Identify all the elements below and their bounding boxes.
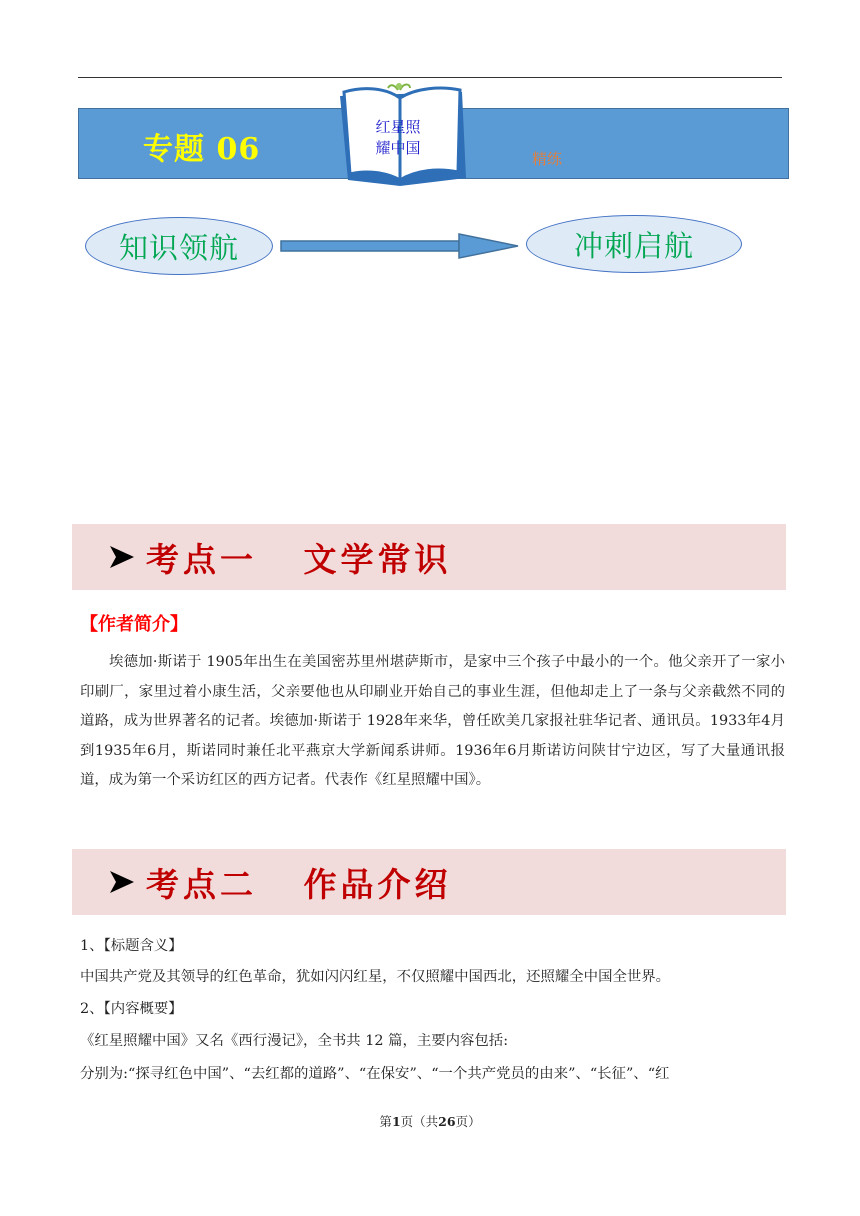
section-heading-1 [72, 524, 786, 590]
page-footer [0, 1112, 860, 1130]
author-intro-heading: 【作者简介】 [80, 614, 188, 635]
knowledge-oval [85, 217, 273, 275]
arrowhead-bullet-icon [108, 868, 136, 896]
content-summary-line-1: 《红星照耀中国》又名《西行漫记》，全书共 12 篇，主要内容包括: [80, 1033, 509, 1049]
footer-prefix: 第 [379, 1114, 392, 1129]
knowledge-label: 知识领航 [118, 230, 239, 265]
footer-page-number: 1 [391, 1114, 401, 1129]
right-arrow-icon [280, 232, 520, 260]
footer-suffix: 页） [455, 1114, 481, 1129]
title-meaning-heading: 1、【标题含义】 [80, 938, 183, 954]
banner-title: 专题 06 [143, 132, 261, 167]
content-summary-heading: 2、【内容概要】 [80, 1001, 183, 1017]
sprint-label: 冲刺启航 [573, 228, 694, 263]
book-title-line-1: 红星照 [375, 118, 421, 136]
banner-tag: 精练 [532, 150, 563, 168]
book-title-line-2: 耀中国 [375, 139, 421, 157]
book-title [362, 117, 434, 159]
content-summary-line-2: 分别为:“探寻红色中国”、“去红都的道路”、“在保安”、“一个共产党员的由来”、“长征”、“红 [80, 1066, 670, 1082]
title-meaning-text: 中国共产党及其领导的红色革命，犹如闪闪红星，不仅照耀中国西北，还照耀全中国全世界。 [80, 969, 671, 985]
header-rule [78, 77, 782, 78]
author-intro-paragraph: 埃德加·斯诺于 1905年出生在美国密苏里州堪萨斯市，是家中三个孩子中最小的一个。他父亲开了一家小印刷厂，家里过着小康生活，父亲要他也从印刷业开始自己的事业生涯，但他却走上了一条与父亲截然不同的道路，成为世界著名的记者。埃德加·斯诺于 1928年来华，曾任欧美几家报社驻华记者、通讯员。1933年4月到1935年6月，斯诺同时兼任北平燕京大学新闻系讲师。1936年6月斯诺访问陕甘宁边区，写了大量通讯报道，成为第一个采访红区的西方记者。代表作《红星照耀中国》。 [80, 654, 785, 788]
section-heading-2 [72, 849, 786, 915]
sprint-oval [526, 215, 742, 273]
footer-total-pages: 26 [438, 1114, 456, 1129]
section-title-2: 考点二 作品介绍 [146, 864, 452, 904]
footer-middle: 页（共 [400, 1114, 439, 1129]
section-title-1: 考点一 文学常识 [146, 539, 452, 579]
arrowhead-bullet-icon [108, 543, 136, 571]
